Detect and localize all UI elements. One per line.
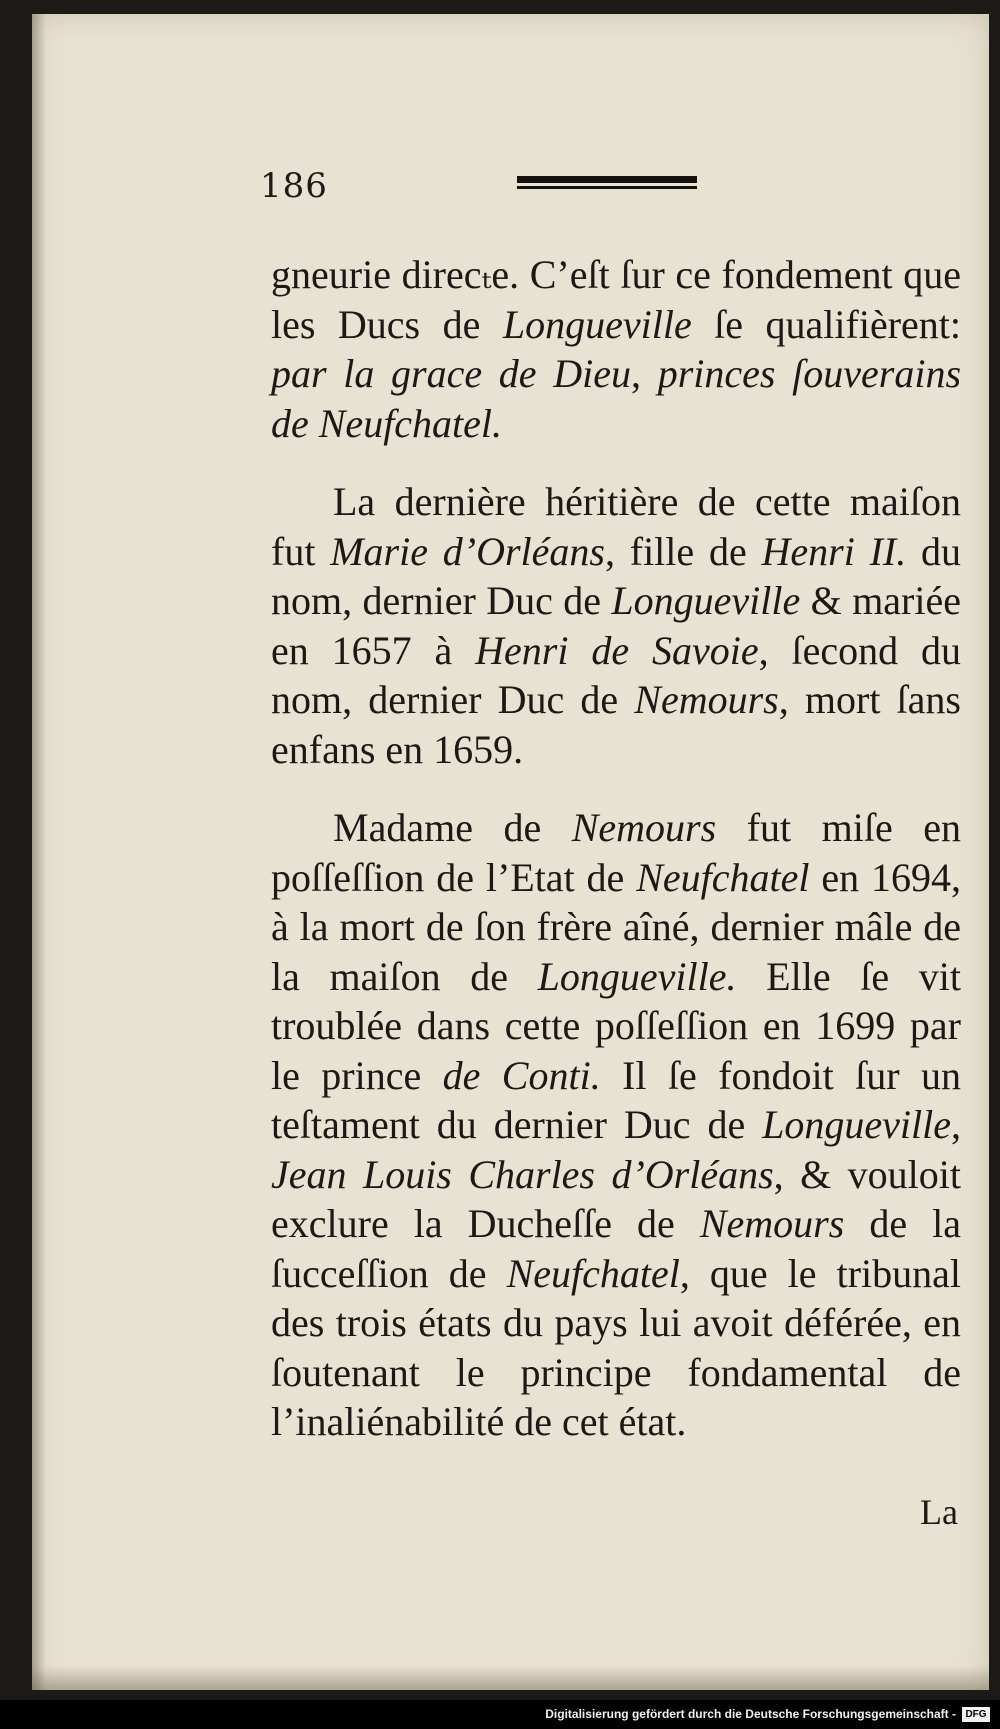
text-run: , fille de [604, 528, 762, 574]
text-run: Madame de [333, 805, 572, 850]
text-run: , [631, 351, 658, 396]
italic-text: Nemours [571, 805, 717, 850]
italic-text: Longueville [611, 578, 801, 623]
italic-text: Longueville [762, 1102, 951, 1147]
text-run: , que le tribunal des trois états du pays lui avoit déférée, en ſoutenant le principe fondamental de l’inaliénabilité de cet état. [271, 1250, 962, 1444]
paragraph [271, 250, 961, 448]
text-run: Elle ſe vit troublée dans cette poſſeſſion en 1699 par le prince [271, 953, 961, 1098]
paragraph [271, 803, 961, 1447]
italic-text: Neufchatel [506, 1250, 680, 1296]
text-run: , [951, 1102, 961, 1147]
catchword: La [920, 1492, 958, 1532]
italic-text: Henri de Savoie [475, 627, 759, 673]
text-run: , mort ſans enfans en 1659. [271, 677, 961, 772]
digitization-footer [0, 1700, 1000, 1729]
text-run: ſe qualifièrent: [691, 301, 961, 347]
text-run: gneurie direcₜe. C’eſt ſur ce fondement que les Ducs de [271, 252, 961, 347]
header-rule-thin [517, 186, 697, 189]
text-run: du nom, dernier Duc de [271, 528, 962, 623]
italic-text: Longueville. [537, 953, 737, 999]
italic-text: Nemours [634, 677, 779, 722]
book-page [32, 14, 989, 1690]
page-number: 186 [260, 166, 328, 206]
italic-text: princes ſouverains de Neufchatel. [271, 351, 962, 446]
dfg-logo: DFG [962, 1707, 990, 1722]
text-run: & mariée en 1657 à [271, 578, 961, 673]
italic-text: Jean Louis Charles d’Orléans [271, 1151, 774, 1197]
body-text [271, 250, 961, 1447]
text-run: de la ſucceſſion de [271, 1201, 961, 1296]
italic-text: de Conti. [442, 1052, 601, 1098]
italic-text: par la grace de Dieu [271, 351, 632, 396]
page-edge-shade [32, 1666, 989, 1690]
italic-text: Marie d’Orléans [330, 528, 605, 574]
italic-text: Nemours [699, 1201, 845, 1246]
text-run: La dernière héritière de cette maiſon fut [271, 479, 961, 574]
text-run: fut miſe en poſſeſſion de l’Etat de [271, 805, 962, 900]
text-run: Il ſe fondoit ſur un teſtament du dernier Duc de [271, 1052, 962, 1147]
text-run: en 1694, à la mort de ſon frère aîné, dernier mâle de la maiſon de [271, 854, 961, 999]
italic-text: Longueville [502, 301, 692, 347]
text-run: , & vouloit exclure la Ducheſſe de [271, 1151, 961, 1246]
header-rule [517, 176, 697, 183]
paragraph [271, 477, 961, 774]
italic-text: Neufchatel [636, 854, 810, 900]
text-run: , ſecond du nom, dernier Duc de [271, 627, 962, 722]
italic-text: Henri II. [761, 528, 907, 574]
gutter-shadow [32, 14, 46, 1690]
footer-credit: Digitalisierung gefördert durch die Deutsche Forschungsgemeinschaft - [545, 1707, 956, 1721]
